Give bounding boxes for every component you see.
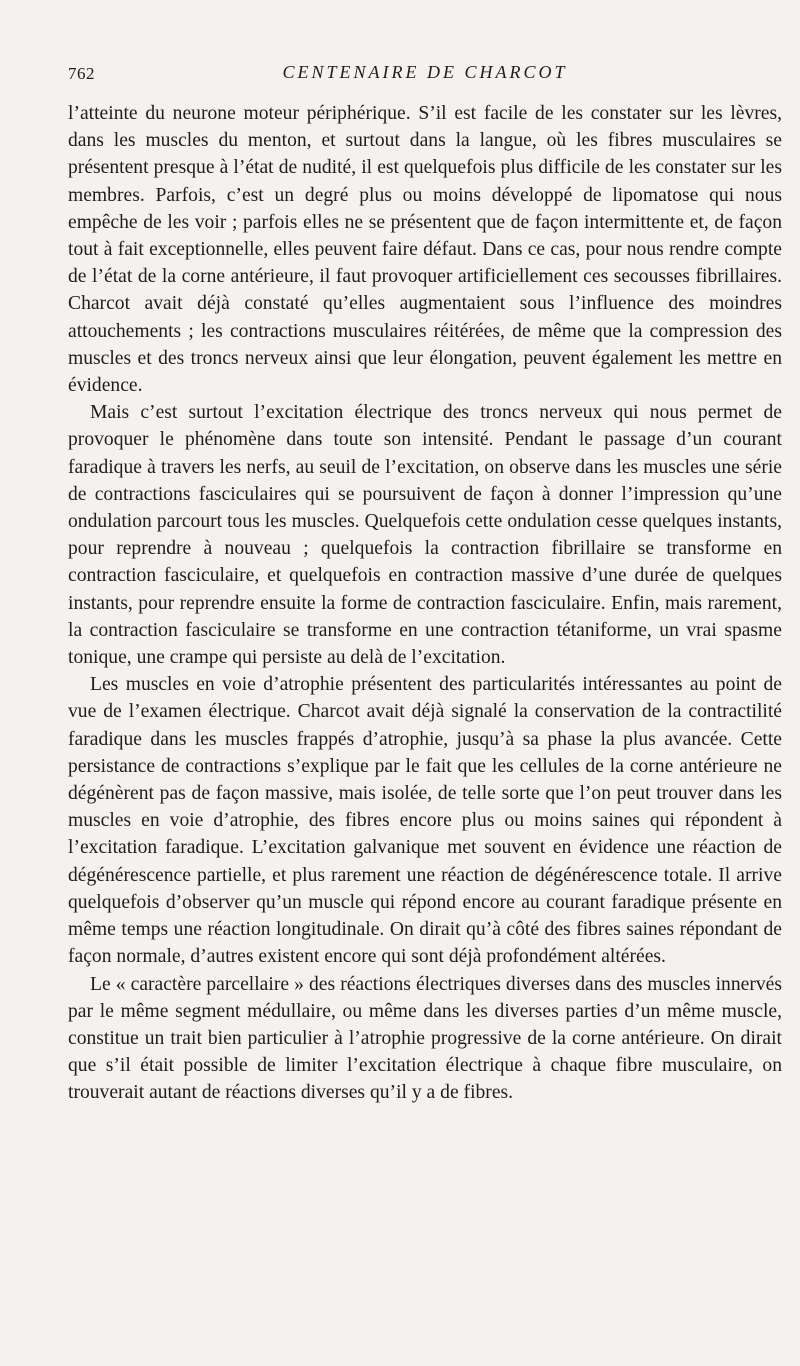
paragraph-4: Le « caractère parcellaire » des réactions électriques diverses dans des muscles innervés par le même segment médullaire, ou même dans les diverses parties d’un même muscle, constitue un trait bien particulier à l’atrophie progressive de la corne antérieure. On dirait que s’il était possible de limiter l’excitation électrique à chaque fibre musculaire, on trouverait autant de réactions diverses qu’il y a de fibres.	[68, 973, 782, 1104]
paragraph-1: l’atteinte du neurone moteur périphérique. S’il est facile de les constater sur les lèvres, dans les muscles du menton, et surtout dans la langue, où les fibres musculaires se présentent presque à l’état de nudité, il est quelquefois plus difficile de les constater sur les membres. Parfois, c’est un degré plus ou moins développé de lipomatose qui nous empêche de les voir ; parfois elles ne se présentent que de façon intermittente et, de façon tout à fait exceptionnelle, elles peuvent faire défaut. Dans ce cas, pour nous rendre compte de l’état de la corne antérieure, il faut provoquer artificiellement ces secousses fibrillaires. Charcot avait déjà constaté qu’elles augmentaient sous l’influence des moindres attouchements ; les contractions musculaires réitérées, de même que la compression des muscles et des troncs nerveux ainsi que leur élongation, peuvent également les mettre en évidence.	[68, 103, 782, 397]
paragraph-3: Les muscles en voie d’atrophie présentent des particularités intéressantes au point de vue de l’examen électrique. Charcot avait déjà signalé la conservation de la contractilité faradique dans les muscles frappés d’atrophie, jusqu’à sa phase la plus avancée. Cette persistance de contractions s’explique par le fait que les cellules de la corne antérieure ne dégénèrent pas de façon massive, mais isolée, de telle sorte que l’on peut trouver dans les muscles en voie d’atrophie, des fibres encore plus ou moins saines qui répondent à l’excitation faradique. L’excitation galvanique met souvent en évidence une réaction de dégénérescence partielle, et plus rarement une réaction de dégénérescence totale. Il arrive quelquefois d’observer qu’un muscle qui répond encore au courant faradique présente en même temps une réaction longitudinale. On dirait qu’à côté des fibres saines répondant de façon normale, d’autres existent encore qui sont déjà profondément altérées.	[68, 674, 782, 968]
paragraph-2: Mais c’est surtout l’excitation électrique des troncs nerveux qui nous permet de provoquer le phénomène dans toute son intensité. Pendant le passage d’un courant faradique à travers les nerfs, au seuil de l’excitation, on observe dans les muscles une série de contractions fasciculaires qui se poursuivent de façon à donner l’impression qu’une ondulation parcourt tous les muscles. Quelquefois cette ondulation cesse quelques instants, pour reprendre à nouveau ; quelquefois la contraction fibrillaire se transforme en contraction fasciculaire, et quelquefois en contraction massive d’une durée de quelques instants, pour reprendre ensuite la forme de contraction fasciculaire. Enfin, mais rarement, la contraction fasciculaire se transforme en une contraction tétaniforme, un vrai spasme tonique, une crampe qui persiste au delà de l’excitation.	[68, 402, 782, 669]
running-title: CENTENAIRE DE CHARCOT	[282, 62, 568, 82]
body-text	[68, 100, 782, 1107]
running-header	[68, 60, 782, 100]
page-number: 762	[68, 64, 95, 83]
